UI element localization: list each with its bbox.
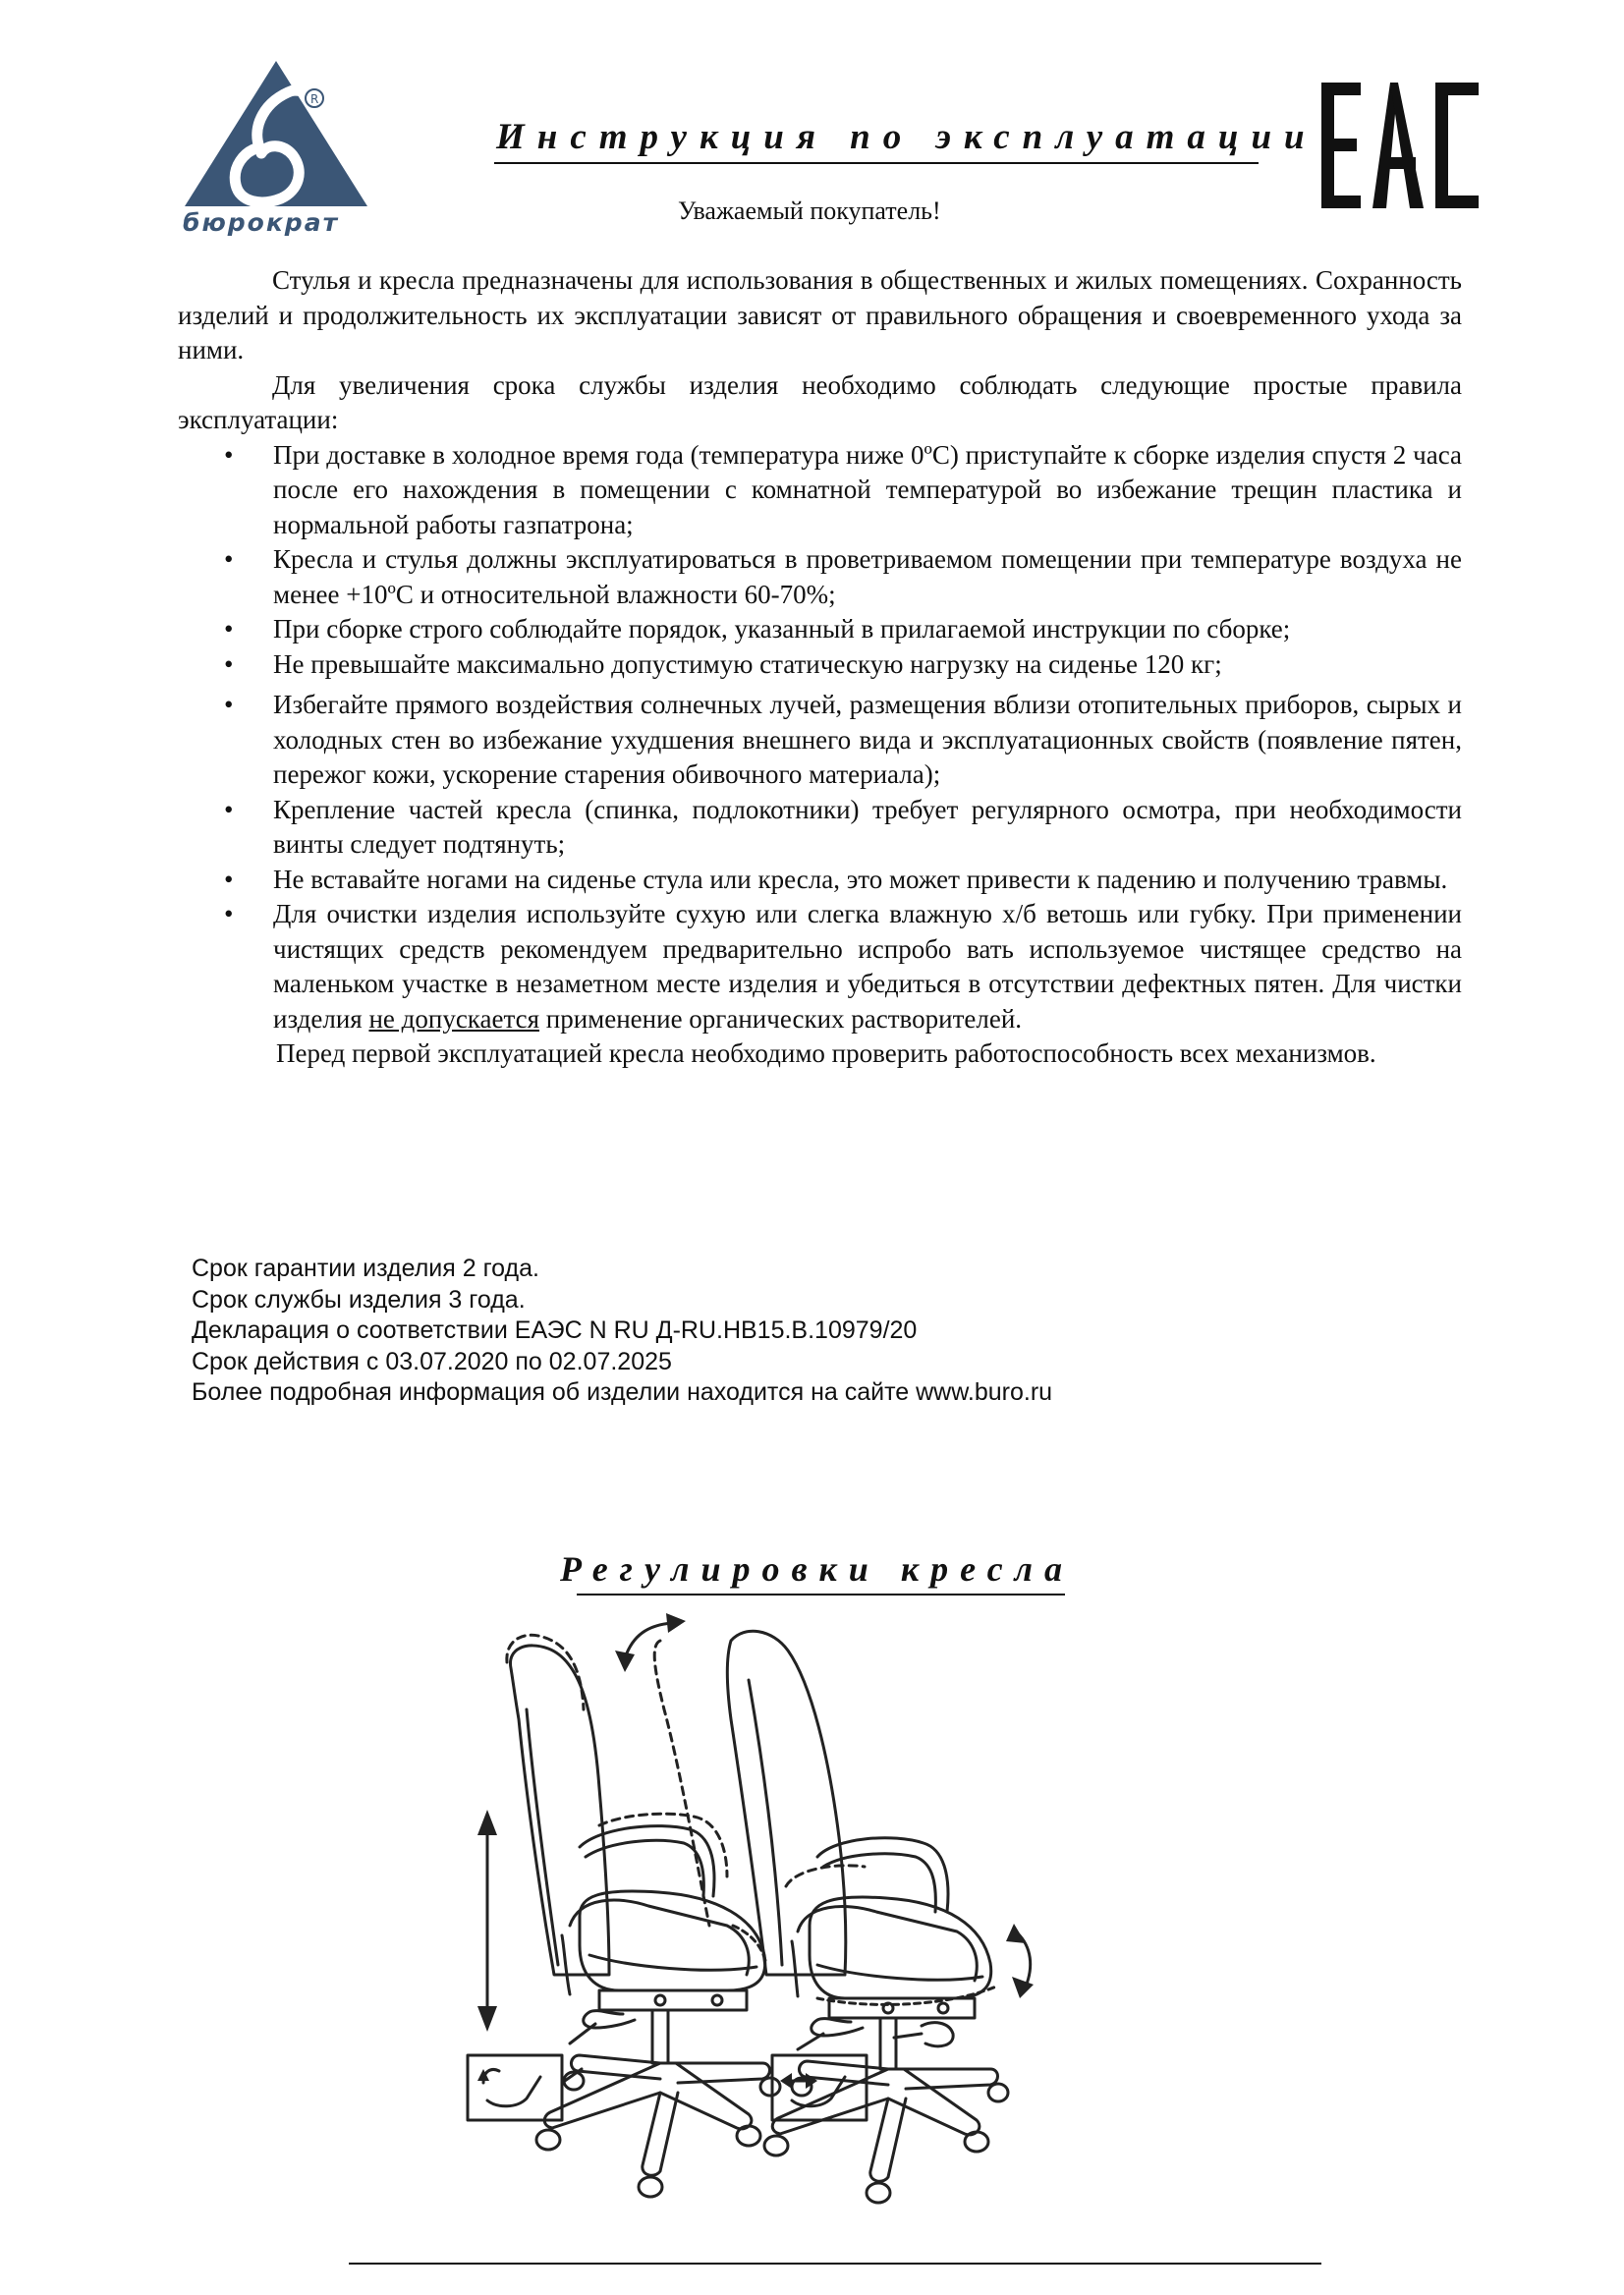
- list-item: • При доставке в холодное время года (температура ниже 0ºС) приступайте к сборке изделия спустя 2 часа после его нахождения в помещении с комнатной температурой во избежание трещин пластика и нормальной работы газпатрона;: [178, 438, 1462, 543]
- svg-text:R: R: [310, 92, 319, 106]
- list-item: • Крепление частей кресла (спинка, подлокотники) требует регулярного осмотра, при необходимости винты следует подтянуть;: [178, 793, 1462, 863]
- chair-tilt-adjustment-drawing: [615, 1613, 1034, 2203]
- list-item: • Не превышайте максимально допустимую статическую нагрузку на сиденье 120 кг;: [178, 647, 1462, 683]
- adjustments-title-underline: [577, 1594, 1065, 1595]
- intro-paragraph-2: Для увеличения срока службы изделия необходимо соблюдать следующие простые правила эксплуатации:: [178, 369, 1462, 434]
- info-line: Срок службы изделия 3 года.: [192, 1285, 526, 1314]
- logo-wordmark: бюрократ: [183, 208, 340, 237]
- list-item: • При сборке строго соблюдайте порядок, указанный в прилагаемой инструкции по сборке;: [178, 612, 1462, 647]
- adjustments-title: Регулировки кресла: [560, 1549, 1075, 1589]
- warranty-info: [192, 1254, 1052, 1409]
- list-item: • Избегайте прямого воздействия солнечных лучей, размещения вблизи отопительных приборов, сырых и холодных стен во избежание ухудшения внешнего вида и эксплуатационных свойств (появление пятен, пережог кожи, ускорение старения обивочного материала);: [178, 688, 1462, 793]
- info-line: Более подробная информация об изделии находится на сайте www.buro.ru: [192, 1378, 1053, 1406]
- chair-adjustment-illustration: [432, 1601, 1336, 2211]
- info-line: Срок действия с 03.07.2020 по 02.07.2025: [192, 1347, 672, 1375]
- instructions-body: [178, 263, 1462, 1072]
- bottom-rule: [349, 2263, 1321, 2265]
- info-line: Декларация о соответствии ЕАЭС N RU Д-RU.НВ15.В.10979/20: [192, 1316, 918, 1344]
- title-underline: [494, 162, 1259, 164]
- chair-height-adjustment-drawing: [468, 1635, 780, 2197]
- cleaning-text: Для очистки изделия используйте сухую или слегка влажную х/б ветошь или губку. При применении чистящих средств рекомендуем предварительно испробо вать используемое чистящее средство на маленьком участке в незаметном месте изделия и убедиться в отсутствии дефектных пятен. Для чистки изделия: [273, 899, 1462, 1034]
- eac-certification-mark: [1321, 83, 1479, 208]
- rules-list: [178, 438, 1462, 1037]
- list-item: • Кресла и стулья должны эксплуатироваться в проветриваемом помещении при температуре воздуха не менее +10ºС и относительной влажности 60-70%;: [178, 542, 1462, 612]
- list-item-cleaning: [178, 897, 1462, 1036]
- final-note: Перед первой эксплуатацией кресла необходимо проверить работоспособность всех механизмов.: [276, 1038, 1376, 1068]
- greeting: Уважаемый покупатель!: [678, 196, 941, 225]
- cleaning-text-end: применение органических растворителей.: [545, 1003, 1023, 1034]
- cleaning-underlined: не допускается: [368, 1003, 540, 1034]
- intro-paragraph: Стулья и кресла предназначены для использования в общественных и жилых помещениях. Сохранность изделий и продолжительность их эксплуатации зависят от правильного обращения и своевременного ухода за ними.: [178, 265, 1462, 364]
- list-item: • Не вставайте ногами на сиденье стула или кресла, это может привести к падению и получению травмы.: [178, 863, 1462, 898]
- info-line: Срок гарантии изделия 2 года.: [192, 1255, 539, 1282]
- page-title: Инструкция по эксплуатации: [496, 117, 1317, 157]
